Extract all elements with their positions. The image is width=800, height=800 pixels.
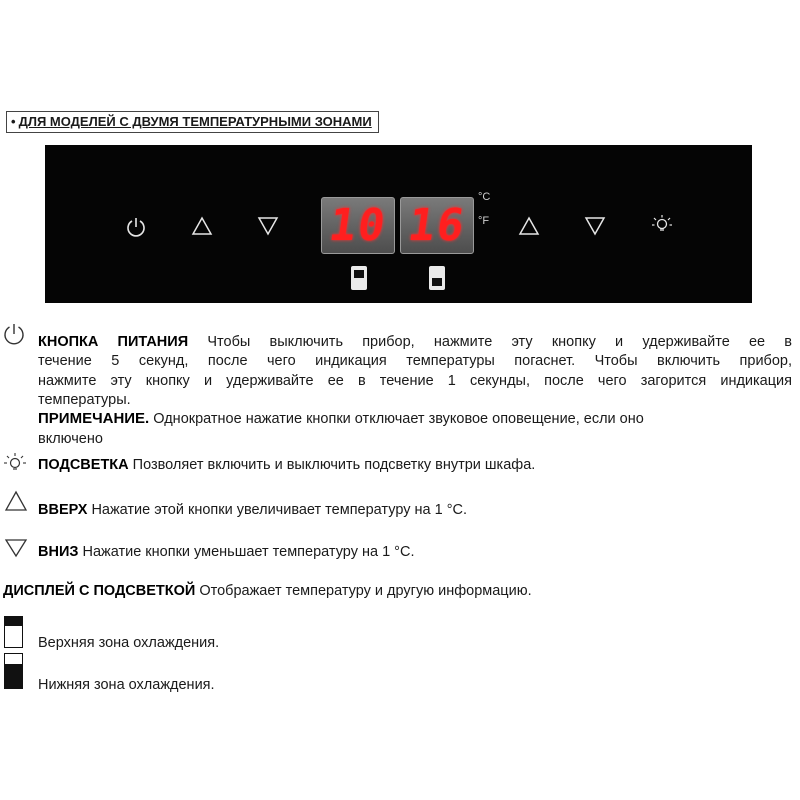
display-label: ДИСПЛЕЙ С ПОДСВЕТКОЙ [3, 583, 196, 599]
light-label: ПОДСВЕТКА [38, 457, 129, 473]
down-text: Нажатие кнопки уменьшает температуру на 1 °C. [82, 544, 415, 560]
power-icon [2, 322, 26, 346]
upper-zone-label: Верхняя зона охлаждения. [38, 635, 220, 651]
down-arrow-icon [4, 538, 28, 558]
power-text-1: Чтобы выключить прибор, нажмите эту кнопку и удерживайте ее в [207, 334, 793, 350]
up-label: ВВЕРХ [38, 502, 88, 518]
power-line-3: нажмите эту кнопку и удерживайте ее в течение 1 секунды, после чего загорится индикация [38, 373, 792, 389]
down-label: ВНИЗ [38, 544, 79, 560]
note-line-1 [38, 410, 644, 428]
heading-bullet: • [11, 114, 16, 129]
lower-zone-icon [429, 266, 445, 290]
lower-zone-icon [4, 653, 23, 689]
power-line-4: температуры. [38, 392, 131, 408]
power-line-1 [38, 333, 792, 351]
control-panel [45, 145, 752, 303]
down-line [38, 543, 414, 561]
note-text-1: Однократное нажатие кнопки отключает звуковое оповещение, если оно [153, 411, 644, 427]
upper-temperature-value: 10 [325, 200, 391, 251]
note-label: ПРИМЕЧАНИЕ. [38, 410, 150, 427]
light-icon [3, 451, 27, 475]
fahrenheit-unit: °F [478, 215, 490, 227]
down-arrow-icon [584, 216, 606, 236]
celsius-unit: °C [478, 191, 491, 203]
upper-zone-icon [4, 616, 23, 648]
upper-temperature-display [321, 197, 395, 254]
lower-temperature-display [400, 197, 474, 254]
power-icon [125, 216, 147, 238]
note-line-2: включено [38, 431, 103, 447]
display-line [3, 582, 532, 600]
light-icon [650, 213, 674, 237]
power-line-2: течение 5 секунд, после чего индикация температуры погаснет. Чтобы включить прибор, [38, 353, 792, 369]
upper-zone-icon [351, 266, 367, 290]
up-arrow-icon [4, 490, 28, 512]
light-text: Позволяет включить и выключить подсветку внутри шкафа. [132, 457, 536, 473]
display-text: Отображает температуру и другую информацию. [199, 583, 532, 599]
up-line [38, 501, 467, 519]
down-arrow-icon [257, 216, 279, 236]
up-arrow-icon [518, 216, 540, 236]
lower-temperature-value: 16 [404, 200, 470, 251]
up-arrow-icon [191, 216, 213, 236]
section-heading [6, 111, 379, 133]
lower-zone-label: Нижняя зона охлаждения. [38, 677, 215, 693]
up-text: Нажатие этой кнопки увеличивает температуру на 1 °C. [91, 502, 467, 518]
power-label: КНОПКА ПИТАНИЯ [38, 334, 189, 350]
heading-text: ДЛЯ МОДЕЛЕЙ С ДВУМЯ ТЕМПЕРАТУРНЫМИ ЗОНАМИ [18, 114, 372, 129]
light-line [38, 456, 535, 474]
